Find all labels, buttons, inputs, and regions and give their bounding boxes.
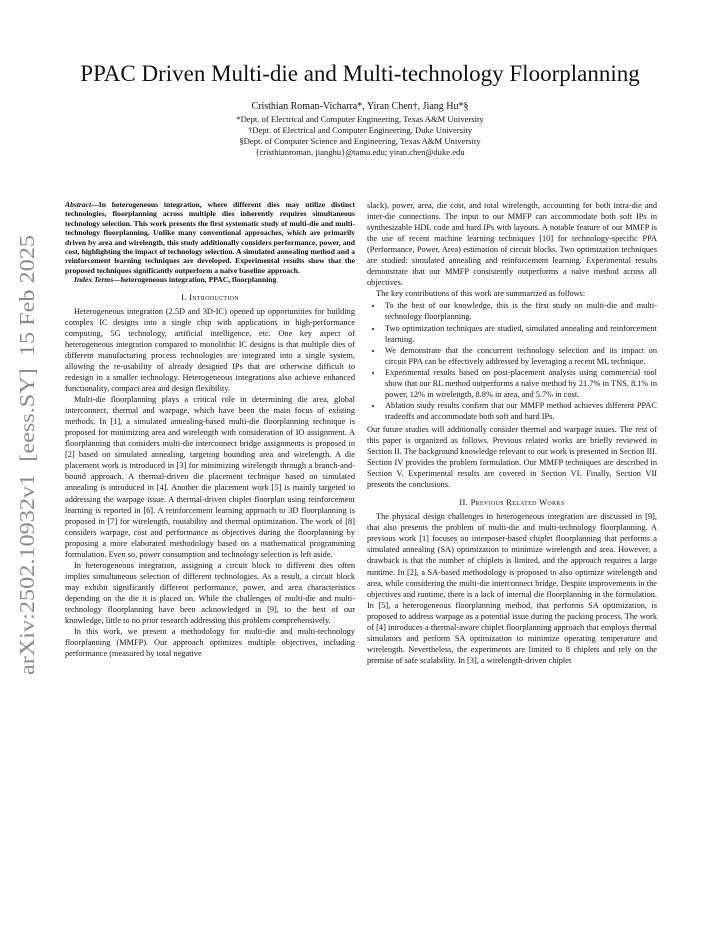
author-emails: {cristhianroman, jianghu}@tamu.edu; yiran.chen@duke.edu	[255, 147, 465, 157]
section-number: I.	[181, 291, 187, 302]
affiliation-3: §Dept. of Computer Science and Engineering, Texas A&M University	[239, 136, 481, 146]
list-item: • We demonstrate that the concurrent technology selection and its impact on circuit PPA can be effectively addressed by leveraging a recent ML technique.	[383, 345, 657, 367]
abstract-lead: Abstract	[65, 200, 92, 209]
list-item: • Experimental results based on post-placement analysis using commercial tool show that our RL method outperforms a naïve method by 21.7% in TNS, 8.1% in power, 12% in wirelength, 8.8% in area, and 5.7% in cost.	[383, 367, 657, 400]
author-names: Cristhian Roman-Vicharra*, Yiran Chen†, Jiang Hu*§	[251, 101, 469, 112]
abstract	[65, 200, 355, 275]
affiliation-2: †Dept. of Electrical and Computer Engineering, Duke University	[247, 125, 473, 135]
abstract-text: —In heterogeneous integration, where different dies may utilize distinct technologies, floorplanning across multiple dies inherently requires simultaneous technology selection. This work presents the first systematic study of multi-die and multi-technology floorplanning. Unlike many conventional approaches, which are primarily driven by area and wirelength, this study additionally considers performance, power, and cost, highlighting the impact of technology selection. A simulated annealing method and a reinforcement learning techniques are developed. Experimental results show that the proposed techniques significantly outperform a naïve baseline approach.	[65, 200, 355, 275]
intro-paragraph-2: Multi-die floorplanning plays a critical role in determining die area, global interconnect, thermal and warpage, which have been the main focus of existing methods. In [1], a simulated annealing-based multi-die floorplanning technique is proposed for minimizing area and wirelength with consideration of IO assignment. A floorplanning that considers multi-die interconnect bridge assignments is proposed in [2] based on simulated annealing, targeting bounding area and wirelength. A die placement work is introduced in [3] for minimizing wirelength through a branch-and-bound approach. A thermal-driven die placement technique based on simulated annealing is introduced in [4]. Another die placement work [5] is mainly targeted to addressing the warpage issue. A thermal-driven chiplet floorplan using reinforcement learning is reported in [6]. A reinforcement learning approach to 3D floorplanning is proposed in [7] for wirelength, routability and thermal optimization. The work of [8] considers warpage, cost and performance as objectives during the floorplanning by proposing a more elaborated methodology based on a mathematical programming formulation. Even so, power consumption and technology selection is left aside.	[65, 395, 355, 559]
contributions-list	[367, 300, 657, 422]
section-heading-introduction	[65, 292, 355, 303]
section-heading-related-works	[367, 497, 657, 508]
intro-paragraph-1: Heterogeneous integration (2.5D and 3D-IC) opened up opportunities for building complex IC designs into a single chip with applications in high-performance computing, 5G technology, artificial intelligence, etc. One key aspect of heterogeneous integration compared to monolithic IC designs is that multiple dies of different manufacturing process technologies are integrated into a single system, allowing the re-usability of already designed IPs that are otherwise difficult to redesign in a smaller technology. Heterogeneous integrations also achieve enhanced functionality, compact area and design flexibility.	[65, 306, 355, 394]
list-item: • Two optimization techniques are studied, simulated annealing and reinforcement learning.	[383, 323, 657, 345]
section-title: Introduction	[189, 291, 239, 302]
index-terms-text: —heterogeneous integration, PPAC, floorplanning	[113, 275, 277, 285]
list-item: • Ablation study results confirm that our MMFP method achieves different PPAC tradeoffs and accommodate both soft and hard IPs.	[383, 400, 657, 422]
paper-title: PPAC Driven Multi-die and Multi-technology Floorplanning	[80, 61, 640, 86]
related-works-paragraph: The physical design challenges in heterogeneous integration are discussed in [9], that also presents the problem of multi-die and multi-technology floorplanning. A previous work [1] focuses on interposer-based chiplet floorplanning that performs a simulated annealing (SA) optimization to minimize wirelength and area. However, a drawback is that the number of chiplets is limited, and the approach requires a large runtime. In [2], a SA-based methodology is proposed to also optimize wirelength and area, while considering the multi-die interconnect bridge. Despite improvements in the objectives and runtime, there is a lack of internal die floorplanning in the formulation. In [5], a heterogeneous floorplanning method, that performs SA optimization, is proposed to address warpage as a potential issue during the packing process. The work of [4] introduces a thermal-aware chiplet floorplanning approach that employs thermal simulators and perform SA optimization to minimize operating temperature and wirelength. Nevertheless, the experiments are limited to 8 chiplets and rely on the premise of safe scalability. In [3], a wirelength-driven chiplet	[367, 512, 657, 665]
arxiv-stamp-graphic	[8, 230, 44, 680]
arxiv-stamp[interactable]	[8, 230, 44, 680]
index-terms-lead: Index Terms	[74, 275, 114, 285]
left-column	[65, 200, 355, 659]
intro-paragraph-4: In this work, we present a methodology for multi-die and multi-technology floorplanning (MMFP). Our approach optimizes multiple objectives, including performance (measured by total negative	[65, 627, 355, 659]
organization-paragraph: Our future studies will additionally consider thermal and warpage issues. The rest of this paper is organized as follows. Previous related works are briefly reviewed in Section II. The background knowledge relevant to our work is presented in Section III. Section IV provides the problem formulation. Our MMFP techniques are described in Section V. Experimental results are covered in Section VI. Finally, Section VII presents the conclusions.	[367, 424, 657, 490]
intro-continued-paragraph: slack), power, area, die cost, and total wirelength, accounting for both intra-die and inter-die connections. The input to our MMFP can accommodate both soft IPs in synthesizable HDL code and hard IPs with layouts. A notable feature of our MMFP is the use of recent machine learning techniques [10] for technology-specific PPA (Performance, Power, Area) estimation of circuit blocks. Two optimization techniques are studied: simulated annealing and reinforcement learning. Experimental results demonstrate that our MMFP consistently outperforms a naïve method across all objectives.	[367, 201, 657, 288]
index-terms	[65, 275, 355, 284]
section-title: Previous Related Works	[470, 497, 565, 508]
section-number: II.	[459, 497, 469, 508]
author-block	[120, 101, 600, 158]
affiliation-1: *Dept. of Electrical and Computer Engineering, Texas A&M University	[236, 114, 484, 124]
list-item: • To the best of our knowledge, this is the first study on multi-die and multi-technology floorplanning.	[383, 300, 657, 322]
arxiv-stamp-text: arXiv:2502.10932v1 [eess.SY] 15 Feb 2025	[15, 293, 39, 675]
right-column	[367, 200, 657, 666]
intro-paragraph-3: In heterogeneous integration, assigning a circuit block to different dies often implies simultaneous selection of different technologies. As a result, a circuit block may exhibit significantly different performance, power, and area characteristics depending on the die it is placed on. While the challenges of multi-die and multi-technology floorplanning have been acknowledged in [9], to the best of our knowledge, little to no prior research addressing this problem comprehensively.	[65, 560, 355, 626]
contributions-intro: The key contributions of this work are summarized as follows:	[376, 289, 586, 299]
